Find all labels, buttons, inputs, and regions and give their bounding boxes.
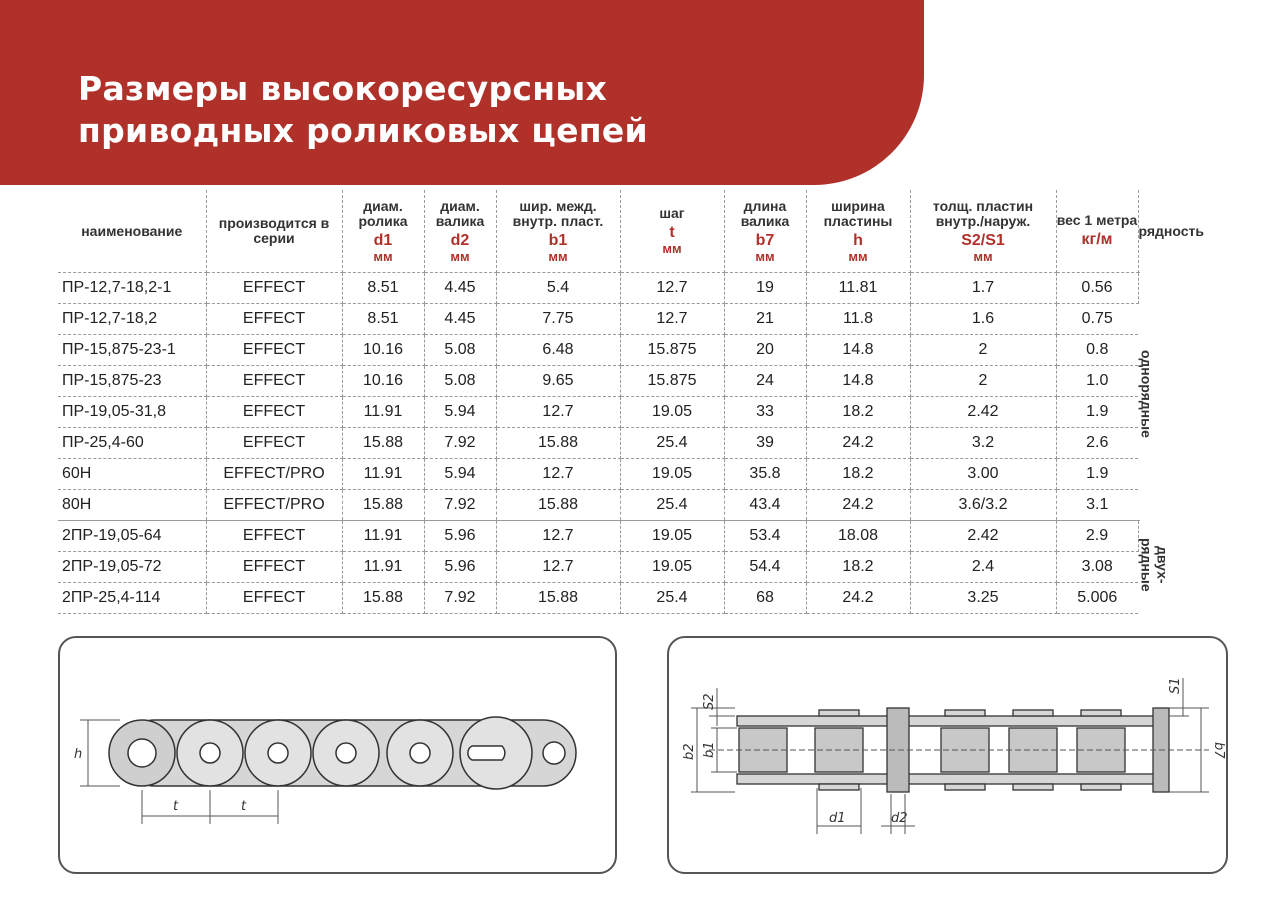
table-row [58,521,1140,552]
cell-t: 12.7 [620,304,724,335]
cell-name: ПР-25,4-60 [58,428,206,459]
cell-h: 14.8 [806,335,910,366]
row-type-single-label: однорядные [1138,350,1155,438]
title-line-2: приводных роликовых цепей [78,111,648,150]
cell-w: 5.006 [1056,583,1138,614]
cell-t: 25.4 [620,490,724,521]
cell-b1: 12.7 [496,459,620,490]
cell-b1: 15.88 [496,583,620,614]
cell-b7: 33 [724,397,806,428]
dim-d2-label: d2 [891,811,908,826]
cell-s: 3.6/3.2 [910,490,1056,521]
cell-b1: 6.48 [496,335,620,366]
cell-b1: 5.4 [496,273,620,304]
cell-b7: 43.4 [724,490,806,521]
row-type-double [1138,521,1171,614]
cell-d1: 15.88 [342,490,424,521]
cell-b1: 7.75 [496,304,620,335]
table-row [58,304,1140,335]
cell-name: ПР-12,7-18,2 [58,304,206,335]
cell-h: 24.2 [806,428,910,459]
table-row [58,397,1140,428]
cell-b7: 24 [724,366,806,397]
cell-d1: 8.51 [342,304,424,335]
cell-d2: 5.96 [424,521,496,552]
cell-d1: 15.88 [342,428,424,459]
cell-series: EFFECT [206,335,342,366]
cell-series: EFFECT [206,366,342,397]
cell-h: 18.2 [806,397,910,428]
cell-t: 19.05 [620,552,724,583]
cell-w: 0.75 [1056,304,1138,335]
header-d2: диам. валика d2 мм [424,190,496,273]
cell-name: 80H [58,490,206,521]
cell-t: 19.05 [620,459,724,490]
cell-s: 2.4 [910,552,1056,583]
cell-name: ПР-12,7-18,2-1 [58,273,206,304]
header-h: ширина пластины h мм [806,190,910,273]
cell-b1: 12.7 [496,552,620,583]
row-type-single [1138,273,1155,521]
dim-b2-label: b2 [682,743,697,760]
cell-h: 14.8 [806,366,910,397]
cell-b1: 12.7 [496,521,620,552]
cell-w: 2.6 [1056,428,1138,459]
cell-series: EFFECT/PRO [206,490,342,521]
row-type-double-label [1139,538,1171,592]
cell-b7: 35.8 [724,459,806,490]
cell-h: 24.2 [806,490,910,521]
cell-s: 3.2 [910,428,1056,459]
cell-series: EFFECT [206,583,342,614]
cell-series: EFFECT/PRO [206,459,342,490]
cell-s: 1.7 [910,273,1056,304]
cell-w: 3.1 [1056,490,1138,521]
header-b1: шир. межд. внутр. пласт. b1 мм [496,190,620,273]
cell-d2: 7.92 [424,583,496,614]
dim-d1-label: d1 [829,811,846,826]
header-b7: длина валика b7 мм [724,190,806,273]
cell-s: 1.6 [910,304,1056,335]
dim-b7-label: b7 [1211,742,1226,759]
cell-series: EFFECT [206,552,342,583]
dim-t-label-1: t [173,799,179,814]
cell-s: 3.00 [910,459,1056,490]
cell-d1: 15.88 [342,583,424,614]
cell-series: EFFECT [206,521,342,552]
cell-b7: 39 [724,428,806,459]
cell-h: 18.2 [806,552,910,583]
cell-h: 11.8 [806,304,910,335]
cell-w: 3.08 [1056,552,1138,583]
cell-name: 2ПР-19,05-64 [58,521,206,552]
cell-series: EFFECT [206,428,342,459]
cell-s: 2 [910,335,1056,366]
row-type-double-line2: рядные [1138,537,1155,592]
chain-dimensions-table [58,190,1204,614]
cell-d1: 8.51 [342,273,424,304]
cell-d1: 11.91 [342,459,424,490]
cell-d1: 11.91 [342,397,424,428]
cell-series: EFFECT [206,304,342,335]
cell-d1: 10.16 [342,366,424,397]
cell-w: 0.56 [1056,273,1138,304]
header-t: шаг t мм [620,190,724,273]
table-row [58,428,1140,459]
chain-top-view-panel [667,636,1228,874]
cell-series: EFFECT [206,397,342,428]
cell-d1: 11.91 [342,521,424,552]
cell-name: ПР-15,875-23-1 [58,335,206,366]
cell-b7: 68 [724,583,806,614]
title-line-1: Размеры высокоресурсных [78,69,608,108]
dim-b1-label: b1 [702,741,717,758]
cell-h: 11.81 [806,273,910,304]
cell-d2: 5.94 [424,397,496,428]
cell-b7: 54.4 [724,552,806,583]
cell-b1: 15.88 [496,428,620,459]
cell-d2: 7.92 [424,490,496,521]
cell-b7: 21 [724,304,806,335]
header-d1: диам. ролика d1 мм [342,190,424,273]
chain-side-view-panel [58,636,617,874]
chain-side-view-drawing [60,638,615,872]
cell-t: 25.4 [620,583,724,614]
chain-top-view-drawing [669,638,1226,872]
cell-w: 0.8 [1056,335,1138,366]
cell-b1: 12.7 [496,397,620,428]
cell-t: 19.05 [620,521,724,552]
cell-s: 3.25 [910,583,1056,614]
cell-name: ПР-19,05-31,8 [58,397,206,428]
dim-h-label: h [74,747,83,762]
header-s: толщ. пластин внутр./наруж. S2/S1 мм [910,190,1056,273]
cell-w: 1.0 [1056,366,1138,397]
header-weight: вес 1 метра кг/м [1056,190,1138,273]
cell-t: 15.875 [620,335,724,366]
cell-w: 2.9 [1056,521,1138,552]
cell-h: 24.2 [806,583,910,614]
table-row [58,366,1140,397]
cell-d1: 10.16 [342,335,424,366]
dim-s1-label: S1 [1168,677,1183,694]
cell-d2: 4.45 [424,304,496,335]
cell-name: 2ПР-19,05-72 [58,552,206,583]
table-row [58,583,1140,614]
cell-d1: 11.91 [342,552,424,583]
dim-t-label-2: t [241,799,247,814]
cell-t: 12.7 [620,273,724,304]
page-title [78,68,648,152]
cell-d2: 5.96 [424,552,496,583]
cell-h: 18.08 [806,521,910,552]
cell-d2: 5.94 [424,459,496,490]
table-row [58,273,1140,304]
header-series: производится в серии [206,190,342,273]
table-row [58,459,1140,490]
cell-w: 1.9 [1056,397,1138,428]
header-rows: рядность [1138,190,1140,273]
cell-t: 25.4 [620,428,724,459]
cell-s: 2 [910,366,1056,397]
cell-t: 19.05 [620,397,724,428]
row-type-double-line1: двух- [1154,545,1171,584]
cell-w: 1.9 [1056,459,1138,490]
cell-b7: 19 [724,273,806,304]
dim-s2-label: S2 [702,693,717,710]
table-row [58,335,1140,366]
cell-d2: 7.92 [424,428,496,459]
cell-b1: 15.88 [496,490,620,521]
cell-name: ПР-15,875-23 [58,366,206,397]
cell-b1: 9.65 [496,366,620,397]
header-name: наименование [58,190,206,273]
table-row [58,552,1140,583]
cell-d2: 4.45 [424,273,496,304]
cell-s: 2.42 [910,397,1056,428]
table-header-row [58,190,1140,273]
cell-d2: 5.08 [424,366,496,397]
cell-b7: 20 [724,335,806,366]
cell-series: EFFECT [206,273,342,304]
cell-b7: 53.4 [724,521,806,552]
cell-s: 2.42 [910,521,1056,552]
cell-h: 18.2 [806,459,910,490]
cell-t: 15.875 [620,366,724,397]
cell-d2: 5.08 [424,335,496,366]
cell-name: 60H [58,459,206,490]
table-row [58,490,1140,521]
cell-name: 2ПР-25,4-114 [58,583,206,614]
